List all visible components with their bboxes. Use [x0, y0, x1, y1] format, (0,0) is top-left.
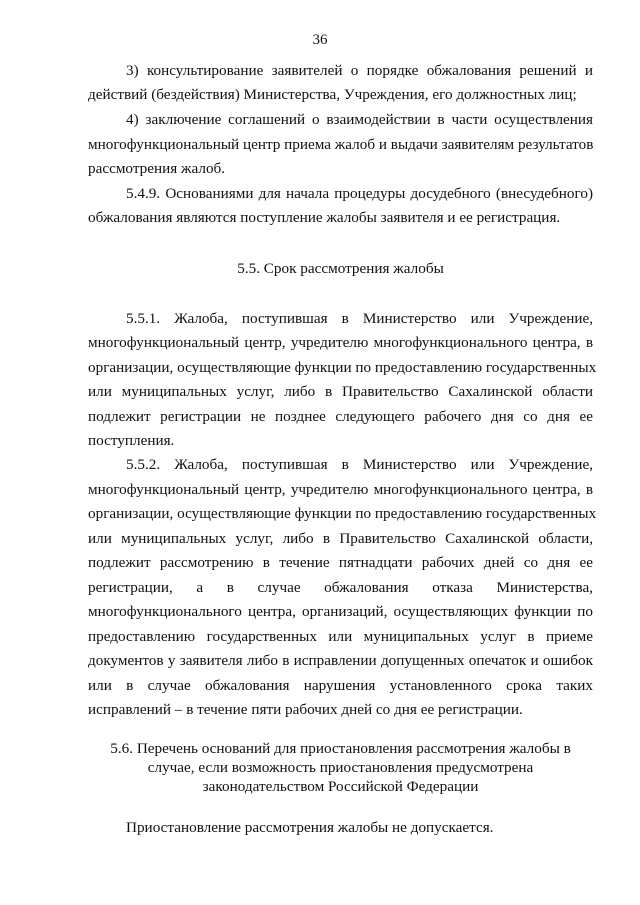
- section-heading: законодательством Российской Федерации: [202, 778, 479, 795]
- text-line: подлежит рассмотрению в течение пятнадцати рабочих дней со дня ее: [88, 554, 593, 571]
- text-line: многофункциональный центр приема жалоб и выдачи заявителям результатов: [88, 136, 594, 153]
- text-line: подлежит регистрации не позднее следующего рабочего дня со дня ее: [88, 408, 593, 425]
- text-line: многофункционального центра, организаций, осуществляющих функции по: [88, 603, 593, 620]
- text-line: поступления.: [88, 432, 175, 449]
- text-line: 5.4.9. Основаниями для начала процедуры досудебного (внесудебного): [126, 185, 593, 202]
- text-line: Приостановление рассмотрения жалобы не допускается.: [126, 819, 494, 836]
- text-line: 5.5.1. Жалоба, поступившая в Министерство или Учреждение,: [126, 310, 593, 327]
- text-line: регистрации, а в случае обжалования отказа Министерства,: [88, 579, 593, 596]
- text-line: обжалования являются поступление жалобы заявителя и ее регистрация.: [88, 209, 561, 226]
- text-line: 4) заключение соглашений о взаимодействии в части осуществления: [126, 111, 593, 128]
- text-line: рассмотрения жалоб.: [88, 160, 226, 177]
- text-line: исправлений – в течение пяти рабочих дней со дня ее регистрации.: [88, 701, 523, 718]
- text-line: документов у заявителя либо в исправлении допущенных опечаток и ошибок: [88, 652, 593, 669]
- text-line: предоставлению государственных или муниципальных услуг в приеме: [88, 628, 593, 645]
- page-number: 36: [312, 32, 328, 48]
- text-line: или в случае обжалования нарушения установленного срока таких: [88, 677, 593, 694]
- text-line: организации, осуществляющие функции по предоставлению государственных: [88, 359, 597, 376]
- text-line: или муниципальных услуг, либо в Правительство Сахалинской области,: [88, 530, 593, 547]
- section-heading: 5.6. Перечень оснований для приостановления рассмотрения жалобы в: [110, 740, 571, 757]
- text-line: организации, осуществляющие функции по предоставлению государственных: [88, 505, 597, 522]
- text-line: 3) консультирование заявителей о порядке обжалования решений и: [126, 62, 593, 79]
- section-heading: случае, если возможность приостановления предусмотрена: [147, 759, 534, 776]
- section-heading: 5.5. Срок рассмотрения жалобы: [237, 260, 444, 277]
- text-line: или муниципальных услуг, либо в Правительство Сахалинской области: [88, 383, 593, 400]
- text-line: 5.5.2. Жалоба, поступившая в Министерство или Учреждение,: [126, 456, 593, 473]
- text-line: многофункциональный центр, учредителю многофункционального центра, в: [88, 334, 593, 351]
- text-line: действий (бездействия) Министерства, Учреждения, его должностных лиц;: [88, 86, 577, 103]
- text-line: многофункциональный центр, учредителю многофункционального центра, в: [88, 481, 593, 498]
